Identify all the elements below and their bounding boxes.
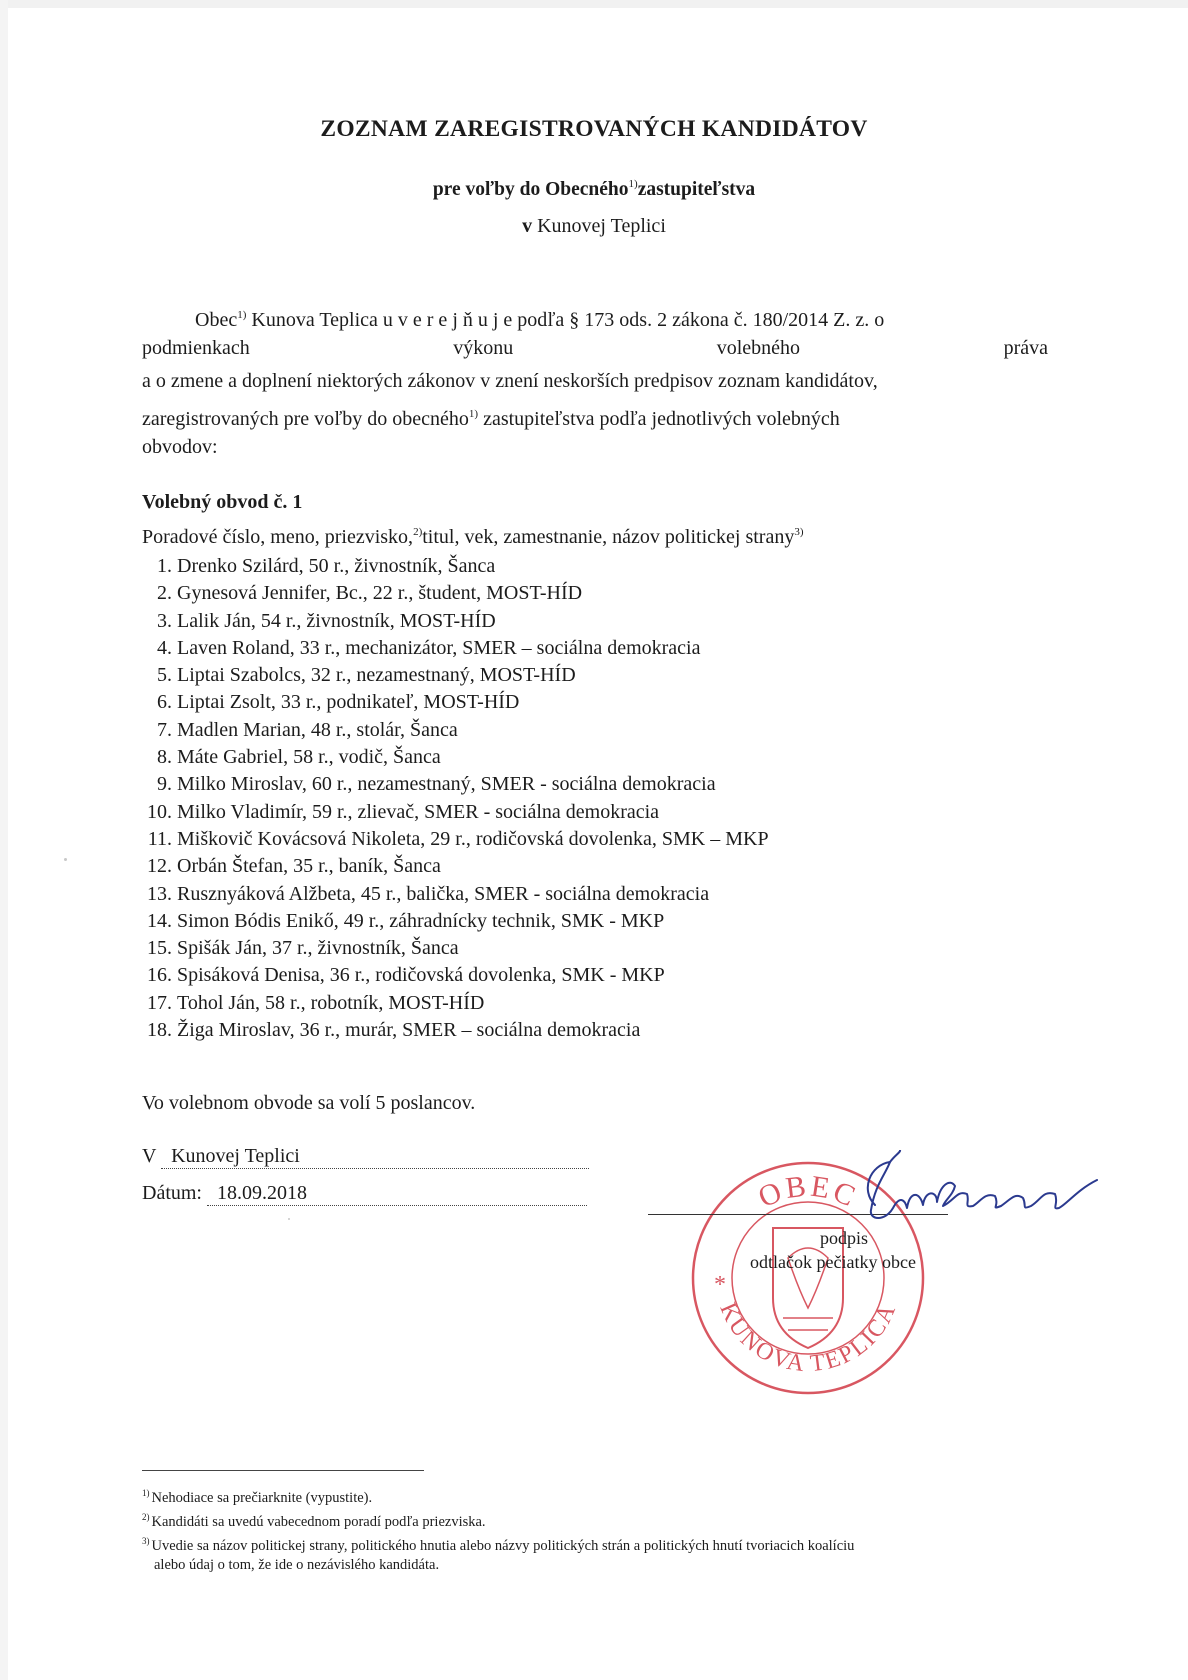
scan-speck (64, 858, 67, 861)
footnote-ref: 1) (237, 309, 247, 321)
handwritten-signature (845, 1150, 1125, 1230)
candidate-details: Rusznyáková Alžbeta, 45 r., balička, SMER - sociálna demokracia (177, 882, 710, 905)
intro-word: výkonu (453, 337, 514, 359)
footnote-3 (142, 1532, 1062, 1556)
seats-statement: Vo volebnom obvode sa volí 5 poslancov. (142, 1092, 476, 1114)
stamp-top-text: OBEC (753, 1169, 863, 1215)
candidate-item (142, 689, 1042, 716)
candidate-details: Milko Vladimír, 59 r., zlievač, SMER - sociálna demokracia (177, 800, 660, 823)
location-row (142, 1145, 589, 1169)
date-label: Dátum: (142, 1182, 202, 1204)
candidate-number: 16. (147, 964, 172, 987)
candidate-details: Madlen Marian, 48 r., stolár, Šanca (177, 718, 458, 741)
municipality-name: Kunovej Teplici (532, 215, 666, 237)
footnote-ref: 2) (413, 526, 423, 538)
candidate-number: 14. (147, 909, 172, 932)
candidate-item (142, 908, 1042, 935)
candidate-number: 13. (147, 882, 172, 905)
intro-line-5: obvodov: (142, 436, 218, 458)
intro-word: práva (1003, 337, 1048, 359)
location-label: V (142, 1145, 157, 1167)
candidate-number: 12. (147, 855, 172, 878)
candidate-details: Drenko Szilárd, 50 r., živnostník, Šanca (177, 555, 496, 577)
candidate-item (142, 635, 1042, 662)
district-heading: Volebný obvod č. 1 (142, 491, 303, 513)
candidate-details: Liptai Szabolcs, 32 r., nezamestnaný, MOST-HÍD (177, 664, 576, 687)
footnote-marker: 2) (142, 1512, 150, 1522)
subtitle-text: pre voľby do Obecného (432, 179, 629, 200)
columns-text: titul, vek, zamestnanie, názov politickej strany (422, 526, 795, 548)
candidate-item (142, 608, 1042, 635)
candidate-details: Tohol Ján, 58 r., robotník, MOST-HÍD (177, 991, 485, 1014)
candidate-item (142, 962, 1042, 989)
footnote-3-continued: alebo údaj o tom, že ide o nezávislého kandidáta. (154, 1557, 440, 1573)
candidate-details: Simon Bódis Enikő, 49 r., záhradnícky technik, SMK - MKP (177, 909, 665, 932)
footnotes (142, 1484, 1062, 1575)
candidate-item (142, 853, 1042, 880)
candidate-item (142, 717, 1042, 744)
candidate-item (142, 990, 1042, 1017)
footnote-2 (142, 1508, 1062, 1532)
candidate-number: 17. (147, 991, 172, 1014)
intro-text: zaregistrovaných pre voľby do obecného (142, 408, 469, 430)
candidate-number: 15. (147, 937, 172, 960)
stamp-label: odtlačok pečiatky obce (750, 1252, 916, 1272)
candidate-number: 9. (157, 773, 172, 796)
candidate-number: 10. (147, 800, 172, 823)
candidate-details: Žiga Miroslav, 36 r., murár, SMER – sociálna demokracia (177, 1019, 641, 1042)
candidate-number: 3. (157, 609, 172, 632)
candidate-number: 4. (157, 636, 172, 659)
intro-line-4 (142, 398, 1048, 431)
candidate-number: 11. (147, 827, 172, 850)
candidate-number: 8. (157, 746, 172, 769)
candidate-details: Máte Gabriel, 58 r., vodič, Šanca (177, 746, 441, 769)
location-value: Kunovej Teplici (161, 1145, 589, 1169)
candidate-details: Orbán Štefan, 35 r., baník, Šanca (177, 855, 441, 878)
candidate-item (142, 662, 1042, 689)
candidate-number: 6. (157, 691, 172, 714)
candidate-details: Spišák Ján, 37 r., živnostník, Šanca (177, 937, 459, 960)
document-title: ZOZNAM ZAREGISTROVANÝCH KANDIDÁTOV (320, 116, 868, 142)
intro-line-3: a o zmene a doplnení niektorých zákonov v znení neskorších predpisov zoznam kandidátov, (142, 370, 878, 392)
intro-word: podmienkach (142, 337, 250, 359)
date-value: 18.09.2018 (207, 1182, 587, 1206)
candidate-number: 2. (157, 582, 172, 605)
footnote-divider (142, 1470, 424, 1471)
candidate-number: 18. (147, 1019, 172, 1042)
footnote-marker: 3) (142, 1536, 150, 1546)
candidate-details: Lalik Ján, 54 r., živnostník, MOST-HÍD (177, 609, 496, 632)
footnote-text: Uvedie sa názov politickej strany, politického hnutia alebo názvy politických strán a politických hnutí tvoriacich koalíciu (151, 1538, 855, 1554)
document-subtitle (0, 178, 1188, 201)
candidate-item (142, 771, 1042, 798)
candidate-details: Laven Roland, 33 r., mechanizátor, SMER – sociálna demokracia (177, 636, 701, 659)
candidate-item (142, 826, 1042, 853)
intro-line-2 (142, 332, 1048, 365)
scan-edge-top (0, 0, 1188, 8)
place-preposition: v (522, 215, 533, 237)
candidate-item (142, 1017, 1042, 1044)
candidate-item (142, 553, 1042, 580)
footnote-text: Kandidáti sa uvedú vabecednom poradí podľa priezviska. (151, 1514, 486, 1530)
intro-text: zastupiteľstva podľa jednotlivých volebných (478, 408, 840, 430)
columns-text: Poradové číslo, meno, priezvisko, (142, 526, 414, 548)
footnote-ref: 1) (628, 178, 638, 190)
candidate-list (142, 553, 1042, 1044)
municipality-line (0, 215, 1188, 238)
candidate-item (142, 799, 1042, 826)
intro-word: volebného (716, 337, 801, 359)
stamp-star: * (714, 1272, 726, 1298)
scan-speck (288, 1218, 290, 1220)
candidate-item (142, 881, 1042, 908)
candidate-details: Spisáková Denisa, 36 r., rodičovská dovolenka, SMK - MKP (177, 964, 665, 987)
candidate-item (142, 580, 1042, 607)
candidate-details: Miškovič Kovácsová Nikoleta, 29 r., rodičovská dovolenka, SMK – MKP (177, 827, 769, 850)
candidate-item (142, 935, 1042, 962)
intro-text: Obec (195, 309, 238, 331)
candidate-number: 1. (157, 555, 172, 577)
candidate-number: 7. (157, 718, 172, 741)
candidate-columns-label (142, 526, 804, 549)
signature-label: podpis (820, 1228, 869, 1248)
candidate-number: 5. (157, 664, 172, 687)
scan-edge-left (0, 0, 8, 1680)
candidate-item (142, 744, 1042, 771)
candidate-details: Milko Miroslav, 60 r., nezamestnaný, SMER - sociálna demokracia (177, 773, 716, 796)
candidate-details: Gynesová Jennifer, Bc., 22 r., študent, MOST-HÍD (177, 582, 583, 605)
subtitle-text-end: zastupiteľstva (637, 179, 756, 200)
candidate-details: Liptai Zsolt, 33 r., podnikateľ, MOST-HÍD (177, 691, 520, 714)
footnote-ref: 3) (794, 526, 804, 538)
stamp-bottom-text: KUNOVA TEPLICA (714, 1298, 902, 1378)
intro-paragraph (142, 299, 1048, 464)
footnote-1 (142, 1484, 1062, 1508)
footnote-marker: 1) (142, 1488, 150, 1498)
intro-line-1 (142, 299, 1048, 332)
date-row (142, 1182, 587, 1206)
intro-text: Kunova Teplica u v e r e j ň u j e podľa § 173 ods. 2 zákona č. 180/2014 Z. z. o (246, 309, 885, 331)
footnote-ref: 1) (468, 408, 479, 420)
footnote-text: Nehodiace sa prečiarknite (vypustite). (151, 1490, 373, 1506)
